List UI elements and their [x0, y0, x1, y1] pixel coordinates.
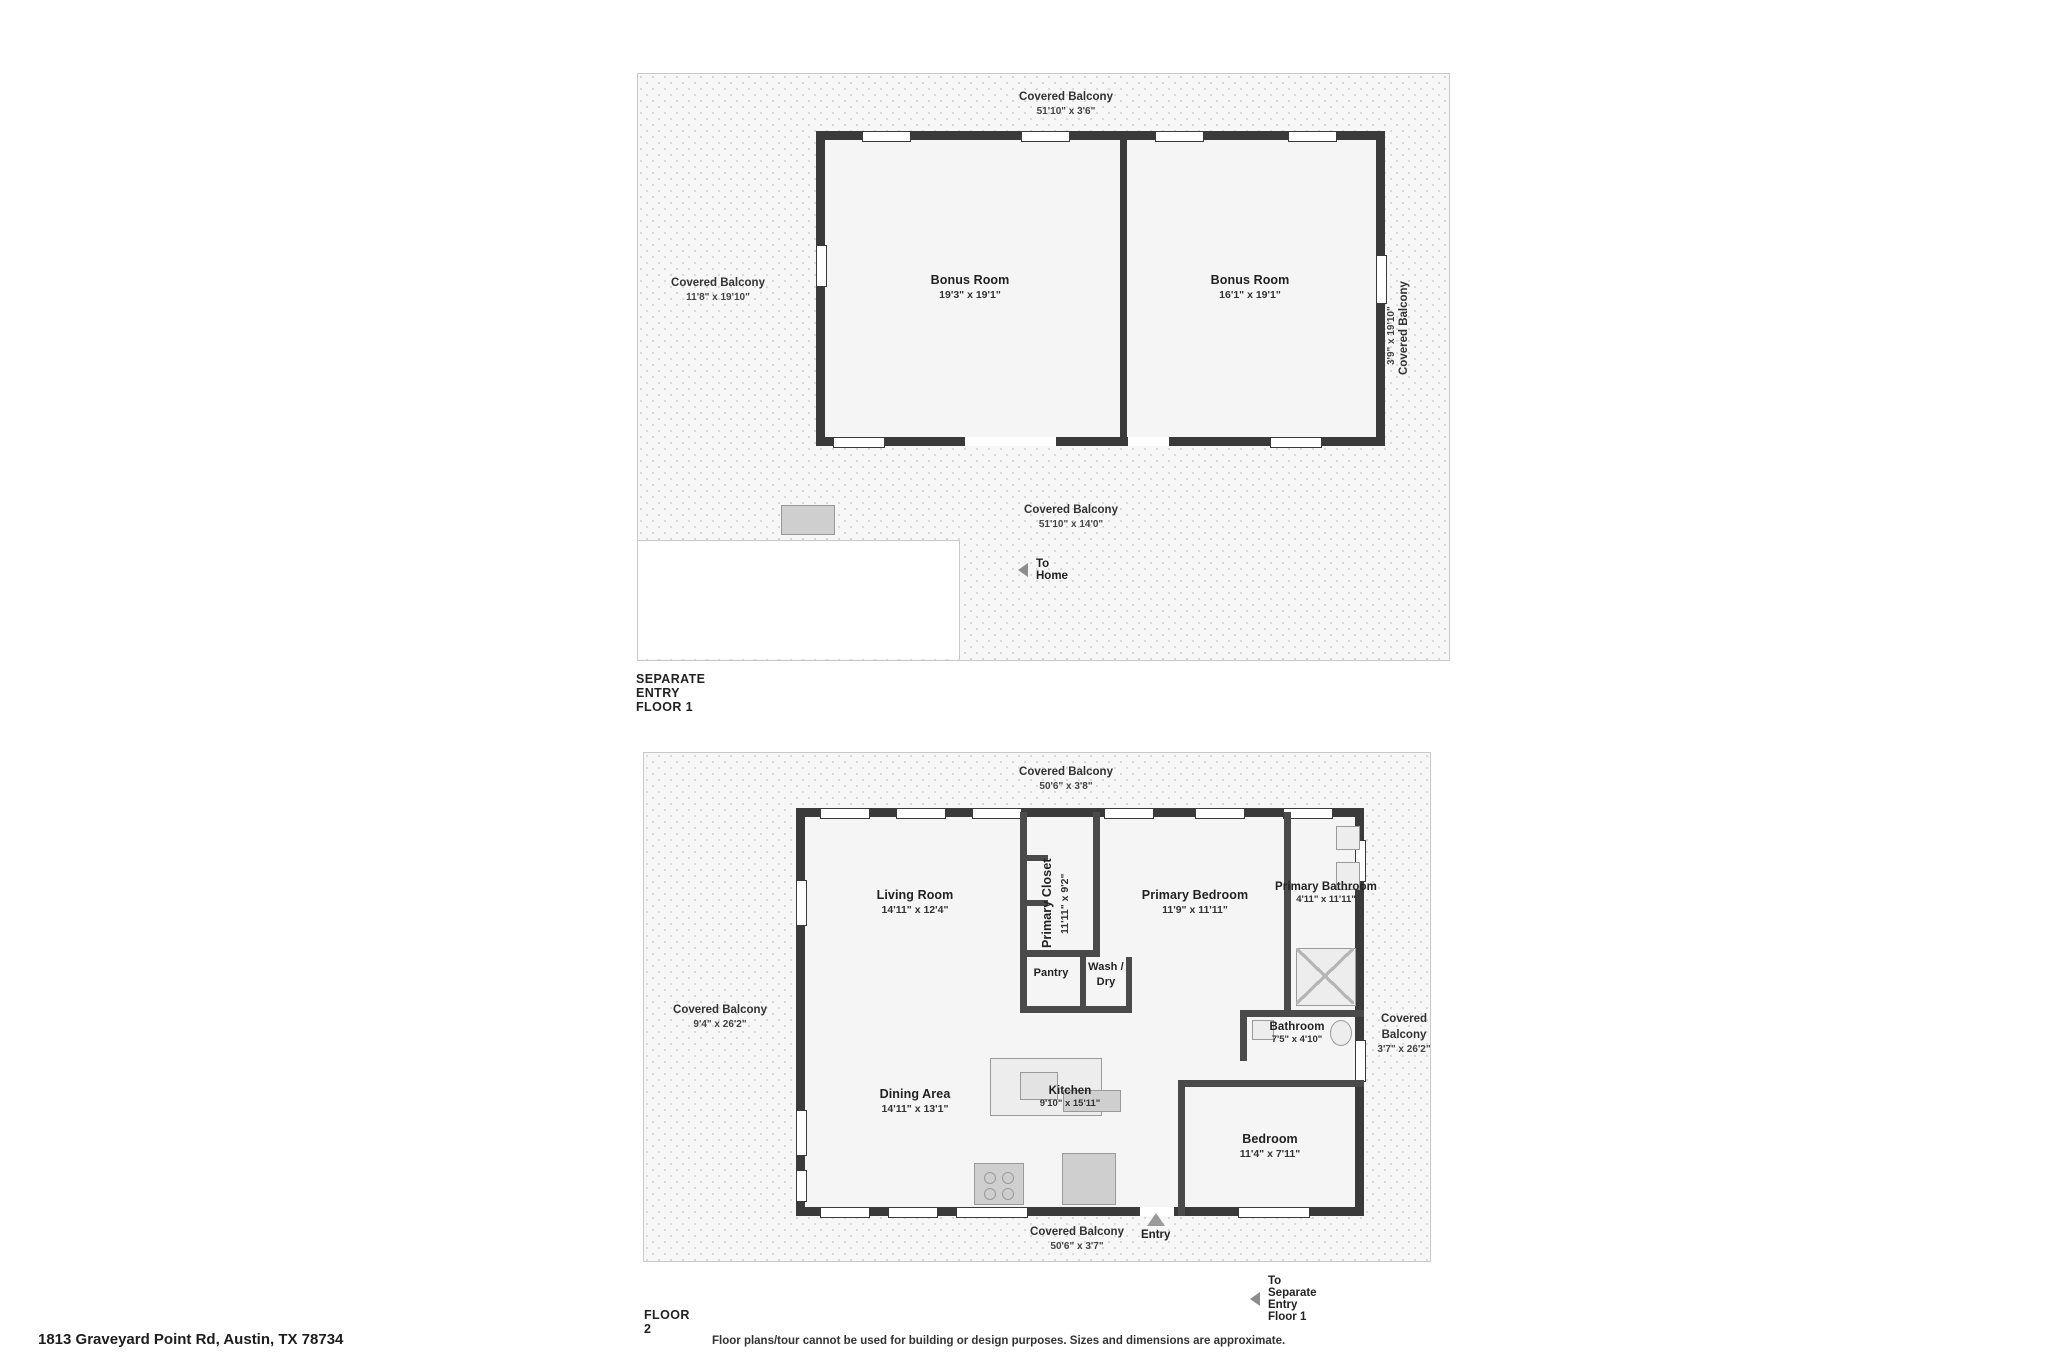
- room-name: Pantry: [1033, 967, 1069, 979]
- balcony-name: Covered Balcony: [673, 1004, 767, 1016]
- floor2-wash-dry-label: [1083, 960, 1129, 990]
- floor2-balcony-right-label: [1360, 1012, 1448, 1056]
- floor2-primary-closet-dim: [1059, 850, 1072, 958]
- room-name: Bedroom: [1242, 1132, 1298, 1146]
- floor1-pad-cut-edge-v: [959, 541, 960, 659]
- kitchen-burner-1: [984, 1172, 996, 1184]
- balcony-dim: 11'8" x 19'10": [686, 291, 750, 303]
- floor1-window-bottom-2: [1270, 437, 1322, 448]
- floor2-partition-laundry-top: [1020, 957, 1027, 1013]
- arrow-left-icon: [1250, 1292, 1260, 1306]
- floor2-kitchen-label: [1020, 1084, 1120, 1110]
- floor2-primary-closet-label: [1040, 838, 1056, 968]
- floor2-living-room-label: [815, 888, 1015, 917]
- floor2-partition-closet-right: [1093, 812, 1100, 957]
- balcony-dim: 3'7" x 26'2": [1377, 1044, 1431, 1056]
- balcony-name: Covered Balcony: [1024, 504, 1118, 516]
- room-name: Bathroom: [1269, 1021, 1325, 1033]
- arrow-up-icon: [1147, 1213, 1165, 1226]
- room-name: Kitchen: [1048, 1085, 1092, 1097]
- floor2-pantry-label: [1022, 967, 1080, 981]
- room-dim: 19'3" x 19'1": [939, 288, 1001, 301]
- room-name: Living Room: [876, 888, 954, 902]
- balcony-dim: 50'6" x 3'8": [1039, 780, 1093, 792]
- property-address: 1813 Graveyard Point Rd, Austin, TX 78734: [38, 1331, 344, 1348]
- to-separate-entry-link[interactable]: [1250, 1275, 1317, 1323]
- floor2-window-bottom-1: [820, 1207, 870, 1218]
- floor1-balcony-right-dim: [1383, 255, 1401, 365]
- floor1-window-left: [816, 245, 827, 287]
- arrow-left-icon: [1018, 563, 1028, 577]
- floor1-pad-cut: [638, 541, 960, 659]
- room-name: Bonus Room: [930, 273, 1010, 287]
- kitchen-fridge-icon: [1062, 1153, 1116, 1205]
- floor2-window-top-4: [1104, 808, 1154, 819]
- kitchen-burner-3: [984, 1188, 996, 1200]
- floor2-partition-closet-left: [1020, 812, 1027, 957]
- floor2-partition-laundry-bottom: [1020, 1006, 1132, 1013]
- room-dim: 14'11" x 12'4": [881, 903, 949, 916]
- floor2-wall-top: [796, 808, 1364, 817]
- floor2-primary-bathroom-label: [1272, 880, 1380, 906]
- to-separate-entry-label: To Separate Entry Floor 1: [1268, 1275, 1317, 1323]
- floor2-window-left-3: [796, 1170, 807, 1202]
- floor1-balcony-bottom-label: [971, 503, 1171, 531]
- room-dim: 11'11" x 9'2": [1059, 873, 1071, 935]
- balcony-dim: 9'4" x 26'2": [693, 1018, 747, 1030]
- entry-label: Entry: [1141, 1229, 1171, 1241]
- floor1-window-bottom-1: [833, 437, 885, 448]
- floor2-partition-bathroom-bottom: [1178, 1080, 1364, 1087]
- balcony-dim: 50'6" x 3'7": [1050, 1240, 1104, 1252]
- room-dim: 11'4" x 7'11": [1239, 1147, 1301, 1160]
- floor2-window-bottom-2: [888, 1207, 938, 1218]
- floor2-balcony-left-label: [630, 1003, 810, 1031]
- floor2-balcony-top-label: [966, 765, 1166, 793]
- floor2-window-bottom-3: [956, 1207, 1028, 1218]
- room-dim: 7'5" x 4'10": [1271, 1034, 1323, 1046]
- floor1-window-top-2: [1021, 131, 1070, 142]
- floor2-window-top-3: [972, 808, 1022, 819]
- balcony-name: Covered Balcony: [1019, 91, 1113, 103]
- floor2-partition-bath-h: [1240, 1010, 1364, 1017]
- balcony-dim: 3'9" x 19'10": [1386, 306, 1397, 365]
- floor1-room-2-label: [1150, 273, 1350, 302]
- floor1-section-label: SEPARATE ENTRY FLOOR 1: [636, 672, 706, 714]
- balcony-dim: 51'10" x 14'0": [1038, 518, 1104, 530]
- room-name: Primary Bedroom: [1141, 888, 1249, 902]
- sink-icon: [1336, 826, 1360, 850]
- to-home-link[interactable]: [1018, 558, 1068, 582]
- room-name: Primary Closet: [1040, 858, 1054, 948]
- balcony-name: Covered Balcony: [671, 277, 765, 289]
- entry-marker[interactable]: [1141, 1213, 1170, 1241]
- floor2-window-left-2: [796, 1110, 807, 1156]
- room-dim: 14'11" x 13'1": [881, 1102, 949, 1115]
- balcony-name: Covered Balcony: [1398, 281, 1410, 375]
- floor2-window-top-1: [820, 808, 870, 819]
- floor1-balcony-top-label: [966, 90, 1166, 118]
- kitchen-burner-4: [1002, 1188, 1014, 1200]
- floor2-window-top-2: [896, 808, 946, 819]
- kitchen-burner-2: [1002, 1172, 1014, 1184]
- balcony-name: Covered Balcony: [1030, 1226, 1124, 1238]
- kitchen-range-icon: [974, 1163, 1024, 1205]
- balcony-dim: 51'10" x 3'6": [1036, 105, 1096, 117]
- floor2-bedroom-label: [1190, 1132, 1350, 1161]
- floor1-balcony-left-label: [628, 276, 808, 304]
- room-dim: 11'9" x 11'11": [1162, 903, 1228, 916]
- floor2-partition-bedroom-left: [1178, 1080, 1185, 1216]
- shower-diagonal: [1296, 948, 1354, 1004]
- room-name: Primary Bathroom: [1275, 881, 1377, 893]
- floor1-stair-box: [781, 505, 835, 535]
- room-dim: 4'11" x 11'11": [1296, 894, 1356, 906]
- floor1-window-top-1: [862, 131, 911, 142]
- floor1-pad-cut-edge-h: [638, 540, 960, 541]
- to-home-label: To Home: [1036, 558, 1068, 582]
- room-dim: 9'10" x 15'11": [1039, 1098, 1101, 1110]
- floor1-window-top-3: [1155, 131, 1204, 142]
- room-name: Bonus Room: [1210, 273, 1290, 287]
- balcony-name: Covered Balcony: [1019, 766, 1113, 778]
- floor2-window-left-1: [796, 880, 807, 926]
- floor1-opening-bottom-2: [1128, 437, 1169, 446]
- room-dim: 16'1" x 19'1": [1219, 288, 1281, 301]
- room-name: Wash / Dry: [1088, 961, 1124, 988]
- floor2-bathroom-label: [1232, 1020, 1362, 1046]
- floor2-primary-bedroom-label: [1100, 888, 1290, 917]
- floor2-section-label: FLOOR 2: [644, 1308, 690, 1336]
- floor2-dining-area-label: [815, 1087, 1015, 1116]
- floor1-room-1-label: [870, 273, 1070, 302]
- room-name: Dining Area: [879, 1087, 951, 1101]
- disclaimer-text: Floor plans/tour cannot be used for building or design purposes. Sizes and dimensions are approximate.: [712, 1335, 1286, 1347]
- floor1-wall-center: [1120, 131, 1127, 446]
- balcony-name: Covered Balcony: [1380, 1013, 1428, 1041]
- floor1-window-top-4: [1288, 131, 1337, 142]
- floor2-window-bottom-4: [1238, 1207, 1310, 1218]
- floor1-opening-bottom-1: [965, 437, 1056, 446]
- floor2-window-top-5: [1195, 808, 1245, 819]
- floor1-wall-left: [816, 131, 825, 446]
